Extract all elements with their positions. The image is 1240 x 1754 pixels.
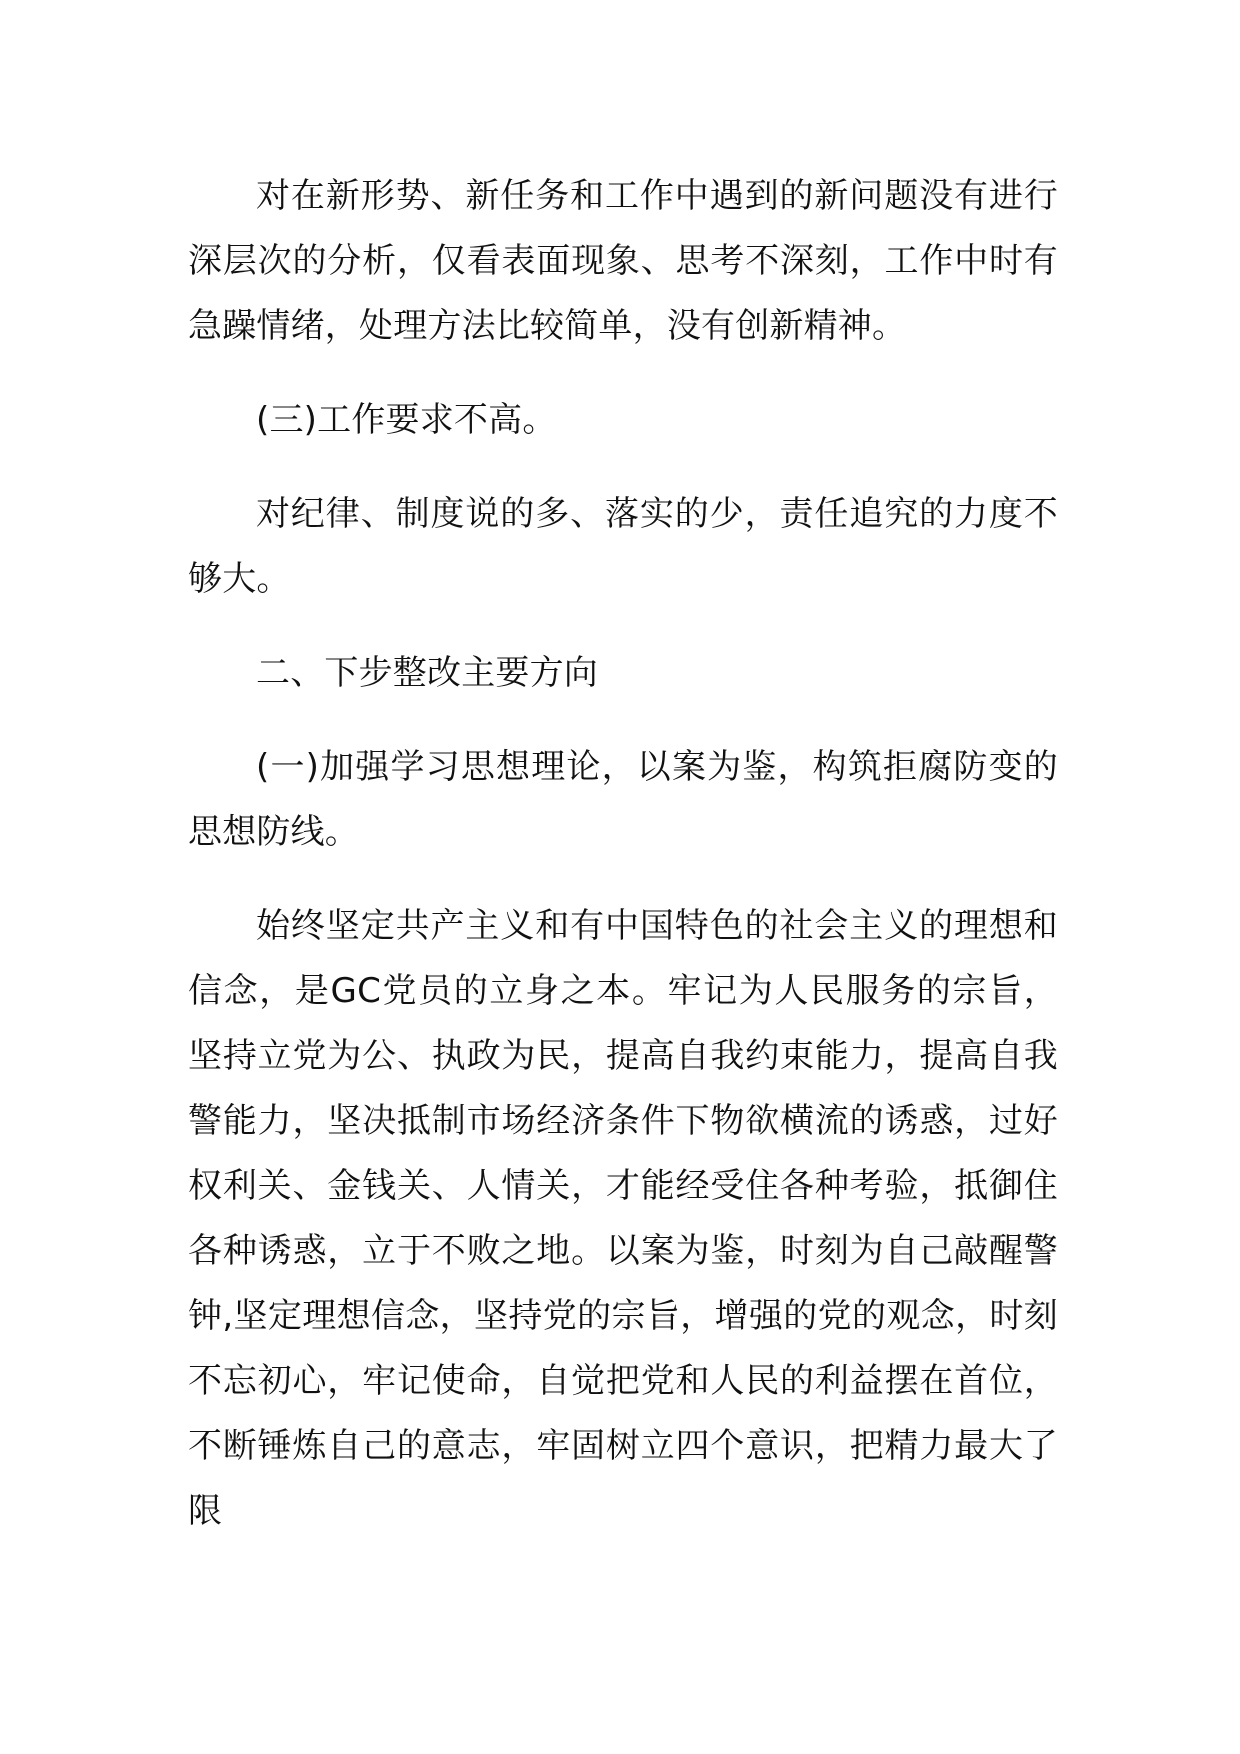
body-paragraph: 对在新形势、新任务和工作中遇到的新问题没有进行深层次的分析，仅看表面现象、思考不深刻，工作中时有急躁情绪，处理方法比较简单，没有创新精神。 (188, 176, 1058, 346)
section-subheading: (三)工作要求不高。 (256, 400, 557, 440)
body-paragraph: 始终坚定共产主义和有中国特色的社会主义的理想和信念，是GC党员的立身之本。牢记为人民服务的宗旨，坚持立党为公、执政为民，提高自我约束能力，提高自我警能力，坚决抵制市场经济条件下物欲横流的诱惑，过好权利关、金钱关、人情关，才能经受住各种考验，抵御住各种诱惑，立于不败之地。以案为鉴，时刻为自己敲醒警钟,坚定理想信念，坚持党的宗旨，增强的党的观念，时刻不忘初心，牢记使命，自觉把党和人民的利益摆在首位，不断锤炼自己的意志，牢固树立四个意识，把精力最大了限 (188, 906, 1058, 1531)
section-heading: 二、下步整改主要方向 (256, 653, 598, 693)
section-subheading: (一)加强学习思想理论，以案为鉴，构筑拒腐防变的思想防线。 (188, 747, 1058, 852)
document-page (188, 164, 1058, 1544)
body-paragraph: 对纪律、制度说的多、落实的少，责任追究的力度不够大。 (188, 494, 1058, 599)
